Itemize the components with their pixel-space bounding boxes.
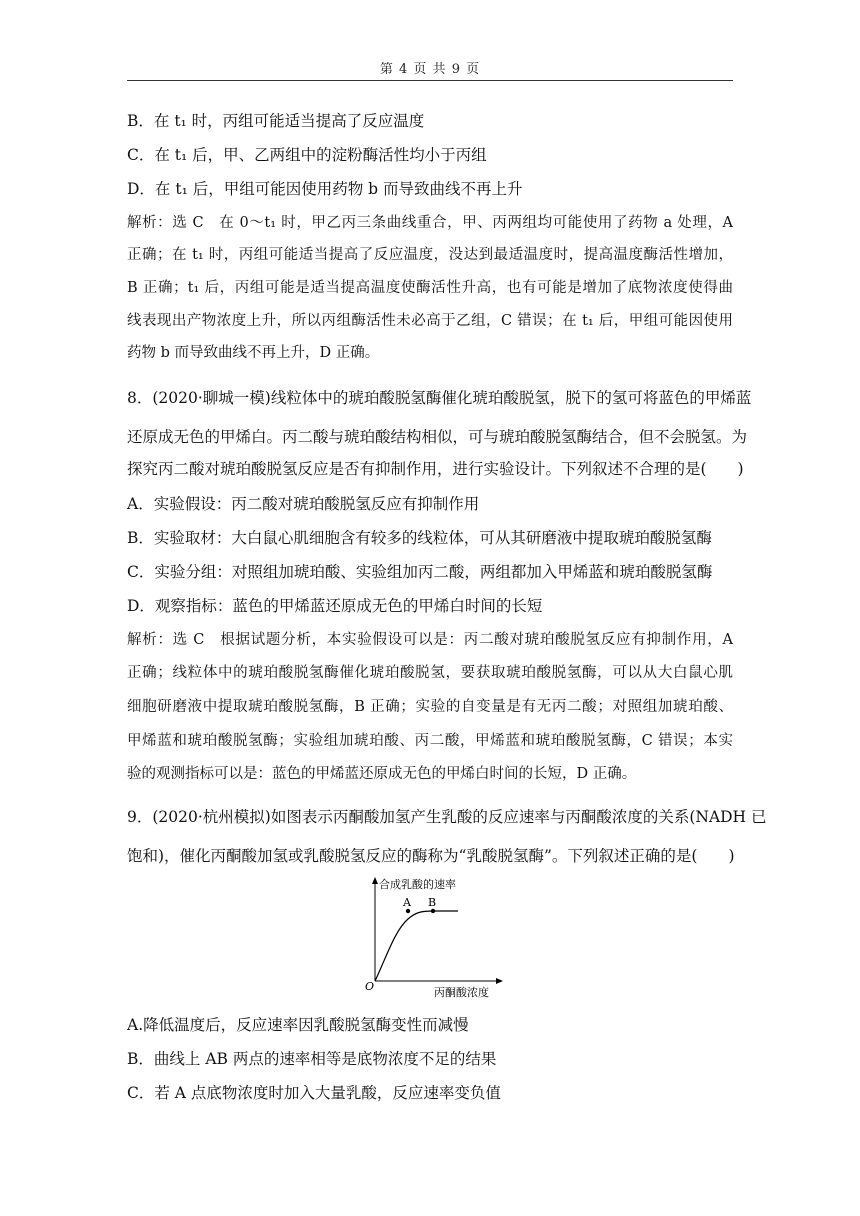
q7-option-c: C．在 t₁ 后，甲、乙两组中的淀粉酶活性均小于丙组 xyxy=(127,146,487,164)
q8-analysis-line: 甲烯蓝和琥珀酸脱氢酶；实验组加琥珀酸、丙二酸，甲烯蓝和琥珀酸脱氢酶，C 错误；本实 xyxy=(127,733,733,749)
q7-option-b: B．在 t₁ 时，丙组可能适当提高了反应温度 xyxy=(127,112,425,130)
q8-option-a: A．实验假设：丙二酸对琥珀酸脱氢反应有抑制作用 xyxy=(127,495,480,513)
q8-analysis-line: 正确；线粒体中的琥珀酸脱氢酶催化琥珀酸脱氢，要获取琥珀酸脱氢酶，可以从大白鼠心肌 xyxy=(127,665,733,681)
q9-stem-line: 饱和)，催化丙酮酸加氢或乳酸脱氢反应的酶称为“乳酸脱氢酶”。下列叙述正确的是( ) xyxy=(127,847,735,865)
q8-option-d: D．观察指标：蓝色的甲烯蓝还原成无色的甲烯白时间的长短 xyxy=(127,597,543,615)
q8-option-b: B．实验取材：大白鼠心肌细胞含有较多的线粒体，可从其研磨液中提取琥珀酸脱氢酶 xyxy=(127,529,712,547)
q9-option-c: C．若 A 点底物浓度时加入大量乳酸，反应速率变负值 xyxy=(127,1084,501,1102)
rate-curve xyxy=(375,911,458,981)
page-header: 第 4 页 共 9 页 xyxy=(379,62,481,77)
q7-analysis-line: 药物 b 而导致曲线不再上升，D 正确。 xyxy=(127,345,380,361)
q9-option-b: B．曲线上 AB 两点的速率相等是底物浓度不足的结果 xyxy=(127,1050,497,1068)
point-b-label: B xyxy=(428,896,437,909)
y-axis-arrow xyxy=(372,877,378,884)
q8-analysis-line: 验的观测指标可以是：蓝色的甲烯蓝还原成无色的甲烯白时间的长短，D 正确。 xyxy=(127,766,637,782)
origin-label: O xyxy=(365,980,375,993)
q9-stem-line: 9．(2020·杭州模拟)如图表示丙酮酸加氢产生乳酸的反应速率与丙酮酸浓度的关系(NADH 已 xyxy=(127,808,767,826)
q7-analysis-line: 解析：选 C 在 0～t₁ 时，甲乙丙三条曲线重合，甲、丙两组均可能使用了药物 a 处理，A xyxy=(127,215,733,231)
point-b-dot xyxy=(431,909,435,913)
q8-option-c: C．实验分组：对照组加琥珀酸、实验组加丙二酸，两组都加入甲烯蓝和琥珀酸脱氢酶 xyxy=(127,563,713,581)
q8-analysis-line: 细胞研磨液中提取琥珀酸脱氢酶，B 正确；实验的自变量是有无丙二酸；对照组加琥珀酸、 xyxy=(127,699,733,715)
q7-analysis-line: B 正确；t₁ 后，丙组可能是适当提高温度使酶活性升高，也有可能是增加了底物浓度使得曲 xyxy=(127,280,733,296)
x-axis-label: 丙酮酸浓度 xyxy=(434,986,489,999)
q8-stem-line: 还原成无色的甲烯白。丙二酸与琥珀酸结构相似，可与琥珀酸脱氢酶结合，但不会脱氢。为 xyxy=(127,428,748,446)
y-axis-label: 合成乳酸的速率 xyxy=(379,878,456,891)
x-axis-arrow xyxy=(496,978,503,984)
q8-analysis-line: 解析：选 C 根据试题分析，本实验假设可以是：丙二酸对琥珀酸脱氢反应有抑制作用，A xyxy=(127,632,733,648)
q7-analysis-line: 线表现出产物浓度上升，所以丙组酶活性未必高于乙组，C 错误；在 t₁ 后，甲组可能因使用 xyxy=(127,313,733,329)
point-a-label: A xyxy=(403,896,411,909)
rate-vs-concentration-figure xyxy=(358,872,508,1002)
q8-stem-line: 8．(2020·聊城一模)线粒体中的琥珀酸脱氢酶催化琥珀酸脱氢，脱下的氢可将蓝色的甲烯蓝 xyxy=(127,389,752,407)
point-a-dot xyxy=(406,909,410,913)
q8-stem-line: 探究丙二酸对琥珀酸脱氢反应是否有抑制作用，进行实验设计。下列叙述不合理的是( ) xyxy=(127,460,744,478)
q9-option-a: A.降低温度后，反应速率因乳酸脱氢酶变性而减慢 xyxy=(127,1016,469,1034)
q7-option-d: D．在 t₁ 后，甲组可能因使用药物 b 而导致曲线不再上升 xyxy=(127,180,523,198)
header-rule xyxy=(127,80,733,81)
q7-analysis-line: 正确；在 t₁ 时，丙组可能适当提高了反应温度，没达到最适温度时，提高温度酶活性增加， xyxy=(127,247,733,263)
